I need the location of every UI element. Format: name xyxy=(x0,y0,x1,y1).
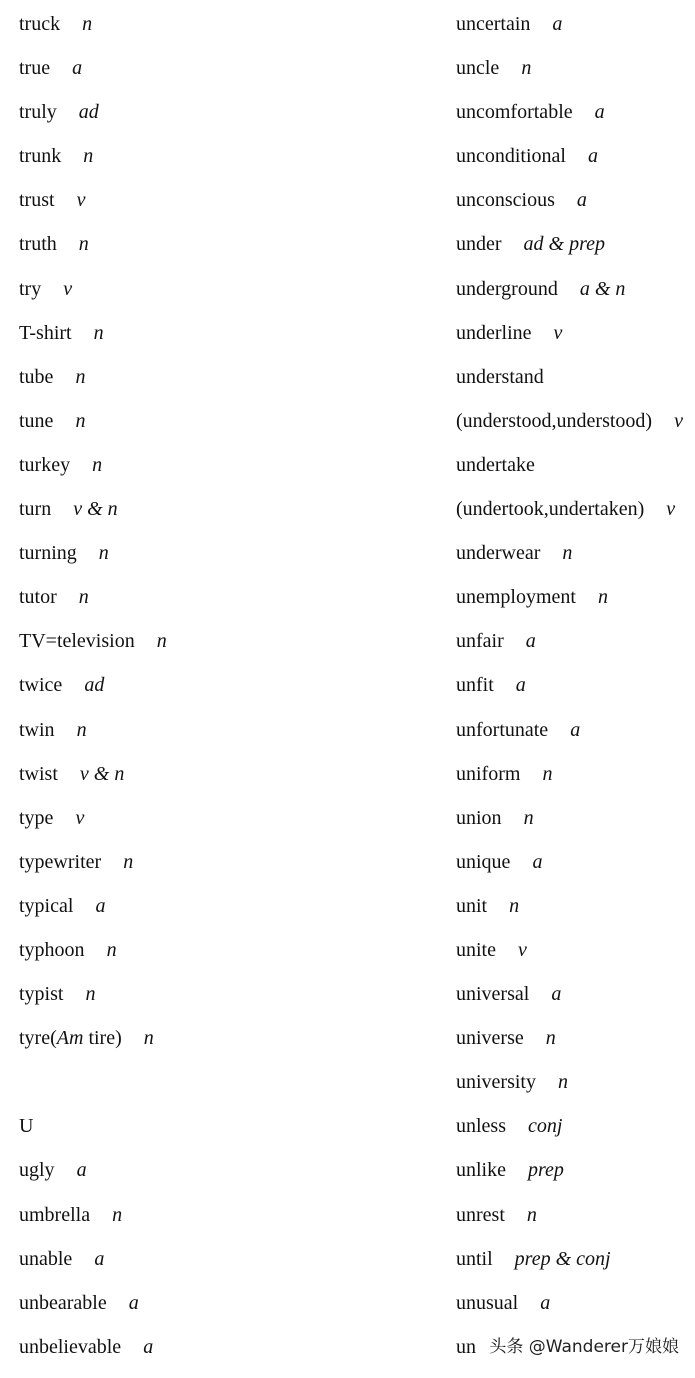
part-of-speech: v xyxy=(76,189,86,212)
part-of-speech: v xyxy=(674,409,683,432)
entry-word: under xyxy=(456,233,502,256)
part-of-speech: n xyxy=(545,1027,556,1050)
vocabulary-entry xyxy=(19,1025,419,1069)
vocabulary-entry xyxy=(456,320,695,364)
vocabulary-entry xyxy=(456,628,695,672)
part-of-speech: n xyxy=(75,365,86,388)
part-of-speech: n xyxy=(98,542,109,565)
part-of-speech: n xyxy=(156,630,167,653)
entry-word: uncle xyxy=(456,57,500,80)
vocabulary-entry xyxy=(19,320,419,364)
entry-word: undertake xyxy=(456,453,535,476)
left-word-column xyxy=(19,11,419,1378)
vocabulary-entry xyxy=(19,1113,419,1157)
part-of-speech: ad & prep xyxy=(523,233,606,256)
part-of-speech: v & n xyxy=(73,498,118,521)
part-of-speech: a xyxy=(576,189,587,212)
entry-word: unless xyxy=(456,1115,506,1138)
vocabulary-entry xyxy=(19,849,419,893)
entry-word: universal xyxy=(456,983,530,1006)
vocabulary-entry xyxy=(456,937,695,981)
entry-word: twice xyxy=(19,674,63,697)
entry-word: union xyxy=(456,806,502,829)
entry-word: unconditional xyxy=(456,145,566,168)
entry-word: unusual xyxy=(456,1291,519,1314)
entry-word: underwear xyxy=(456,542,541,565)
vocabulary-entry xyxy=(19,584,419,628)
vocabulary-entry xyxy=(19,496,419,540)
vocabulary-entry xyxy=(456,496,695,540)
part-of-speech: prep xyxy=(528,1159,564,1182)
part-of-speech: n xyxy=(597,586,608,609)
part-of-speech: a xyxy=(128,1291,139,1314)
entry-word: uniform xyxy=(456,762,521,785)
entry-word: unable xyxy=(19,1247,73,1270)
entry-word: unfair xyxy=(456,630,504,653)
entry-word: ugly xyxy=(19,1159,55,1182)
part-of-speech: a xyxy=(143,1335,154,1358)
vocabulary-entry xyxy=(19,1069,419,1113)
entry-word: unemployment xyxy=(456,586,576,609)
vocabulary-entry xyxy=(19,99,419,143)
part-of-speech: a xyxy=(532,850,543,873)
entry-word: turning xyxy=(19,542,77,565)
vocabulary-entry xyxy=(19,452,419,496)
entry-word: turkey xyxy=(19,453,71,476)
part-of-speech: v xyxy=(63,277,73,300)
vocabulary-entry xyxy=(456,11,695,55)
part-of-speech: v xyxy=(553,321,563,344)
vocabulary-entry xyxy=(19,364,419,408)
entry-word: truck xyxy=(19,13,61,35)
part-of-speech: a xyxy=(552,13,563,35)
vocabulary-entry xyxy=(456,672,695,716)
entry-word: un xyxy=(456,1335,476,1358)
entry-word: tyre(Am tire) xyxy=(19,1027,122,1050)
entry-word: (undertook,undertaken) xyxy=(456,498,645,521)
vocabulary-entry xyxy=(456,1025,695,1069)
part-of-speech: n xyxy=(93,321,104,344)
vocabulary-entry xyxy=(456,1157,695,1201)
part-of-speech: ad xyxy=(84,674,105,697)
vocabulary-entry xyxy=(19,231,419,275)
part-of-speech: n xyxy=(542,762,553,785)
vocabulary-entry xyxy=(19,11,419,55)
vocabulary-entry xyxy=(456,55,695,99)
part-of-speech: conj xyxy=(528,1115,563,1138)
vocabulary-entry xyxy=(456,364,695,408)
part-of-speech: n xyxy=(76,718,87,741)
entry-word: typhoon xyxy=(19,938,85,961)
vocabulary-entry xyxy=(456,893,695,937)
entry-word: unit xyxy=(456,894,488,917)
vocabulary-entry xyxy=(19,937,419,981)
vocabulary-entry xyxy=(456,276,695,320)
vocabulary-entry xyxy=(456,1113,695,1157)
part-of-speech: a xyxy=(72,57,83,80)
vocabulary-entry xyxy=(19,55,419,99)
entry-word: unfortunate xyxy=(456,718,549,741)
part-of-speech: a xyxy=(95,894,106,917)
vocabulary-entry xyxy=(456,1246,695,1290)
entry-word: typist xyxy=(19,983,64,1006)
entry-word: universe xyxy=(456,1027,524,1050)
entry-word: umbrella xyxy=(19,1203,91,1226)
entry-word: unrest xyxy=(456,1203,505,1226)
part-of-speech: n xyxy=(523,806,534,829)
vocabulary-entry xyxy=(19,1246,419,1290)
part-of-speech: prep & conj xyxy=(514,1247,611,1270)
vocabulary-entry xyxy=(19,805,419,849)
vocabulary-entry xyxy=(456,761,695,805)
vocabulary-entry xyxy=(456,408,695,452)
part-of-speech: a & n xyxy=(579,277,626,300)
part-of-speech: n xyxy=(123,850,134,873)
vocabulary-entry xyxy=(19,893,419,937)
entry-word: true xyxy=(19,57,51,80)
right-word-column xyxy=(456,11,695,1378)
entry-word: tube xyxy=(19,365,54,388)
part-of-speech: n xyxy=(92,453,103,476)
vocabulary-entry xyxy=(456,805,695,849)
vocabulary-entry xyxy=(456,187,695,231)
entry-word: trust xyxy=(19,189,55,212)
part-of-speech: n xyxy=(82,13,93,35)
vocabulary-entry xyxy=(19,1290,419,1334)
vocabulary-entry xyxy=(456,452,695,496)
part-of-speech: v xyxy=(518,938,527,961)
vocabulary-entry xyxy=(456,231,695,275)
entry-word: underline xyxy=(456,321,532,344)
entry-word: underground xyxy=(456,277,558,300)
part-of-speech: n xyxy=(526,1203,537,1226)
entry-word: U xyxy=(19,1115,34,1138)
vocabulary-entry xyxy=(19,143,419,187)
entry-word: (understood,understood) xyxy=(456,409,653,432)
watermark-text: 头条 @Wanderer万娘娘 xyxy=(487,1332,681,1357)
vocabulary-entry xyxy=(456,1069,695,1113)
vocabulary-entry xyxy=(456,1202,695,1246)
part-of-speech: ad xyxy=(78,101,99,124)
entry-word: unbearable xyxy=(19,1291,107,1314)
entry-word: typewriter xyxy=(19,850,102,873)
vocabulary-entry xyxy=(19,672,419,716)
vocabulary-entry xyxy=(456,1290,695,1334)
part-of-speech: v xyxy=(75,806,85,829)
entry-word: twist xyxy=(19,762,58,785)
part-of-speech: a xyxy=(525,630,536,653)
entry-word: type xyxy=(19,806,54,829)
entry-word: tutor xyxy=(19,586,57,609)
vocabulary-entry xyxy=(456,584,695,628)
entry-word: trunk xyxy=(19,145,62,168)
vocabulary-entry xyxy=(456,540,695,584)
part-of-speech: a xyxy=(587,145,598,168)
vocabulary-entry xyxy=(456,99,695,143)
part-of-speech: n xyxy=(78,586,89,609)
vocabulary-entry xyxy=(19,1202,419,1246)
entry-word: uncomfortable xyxy=(456,101,573,124)
entry-word: typical xyxy=(19,894,74,917)
entry-word: twin xyxy=(19,718,55,741)
entry-word: T-shirt xyxy=(19,321,72,344)
entry-word: unfit xyxy=(456,674,494,697)
part-of-speech: n xyxy=(509,894,520,917)
vocabulary-entry xyxy=(19,540,419,584)
part-of-speech: a xyxy=(515,674,526,697)
part-of-speech: n xyxy=(521,57,532,80)
entry-word: university xyxy=(456,1071,536,1094)
vocabulary-entry xyxy=(456,981,695,1025)
entry-word: tune xyxy=(19,409,54,432)
part-of-speech: n xyxy=(83,145,94,168)
entry-word: unlike xyxy=(456,1159,506,1182)
part-of-speech: a xyxy=(594,101,605,124)
vocabulary-entry xyxy=(19,717,419,761)
part-of-speech: n xyxy=(106,938,117,961)
entry-word: unite xyxy=(456,938,496,961)
entry-word: until xyxy=(456,1247,493,1270)
vocabulary-entry xyxy=(19,187,419,231)
part-of-speech: v & n xyxy=(79,762,125,785)
entry-word: unique xyxy=(456,850,511,873)
vocabulary-entry xyxy=(19,408,419,452)
vocabulary-entry xyxy=(456,717,695,761)
entry-word: understand xyxy=(456,365,544,388)
entry-word: unbelievable xyxy=(19,1335,122,1358)
part-of-speech: n xyxy=(558,1071,568,1094)
part-of-speech: n xyxy=(85,983,96,1006)
vocabulary-entry xyxy=(19,981,419,1025)
part-of-speech: a xyxy=(76,1159,87,1182)
part-of-speech: n xyxy=(78,233,89,256)
entry-word: TV=television xyxy=(19,630,135,653)
vocabulary-entry xyxy=(19,761,419,805)
vocabulary-entry xyxy=(19,1334,419,1378)
part-of-speech: v xyxy=(666,498,676,521)
entry-word: uncertain xyxy=(456,13,531,35)
vocabulary-entry xyxy=(456,143,695,187)
part-of-speech: n xyxy=(562,542,573,565)
entry-word: turn xyxy=(19,498,52,521)
vocabulary-entry xyxy=(456,849,695,893)
entry-word: truth xyxy=(19,233,57,256)
vocabulary-entry xyxy=(19,1157,419,1201)
entry-word: truly xyxy=(19,101,57,124)
part-of-speech: n xyxy=(75,409,86,432)
part-of-speech: a xyxy=(551,983,562,1006)
vocabulary-entry xyxy=(19,628,419,672)
entry-word: try xyxy=(19,277,42,300)
part-of-speech: a xyxy=(540,1291,551,1314)
entry-word: unconscious xyxy=(456,189,555,212)
part-of-speech: a xyxy=(570,718,581,741)
part-of-speech: n xyxy=(112,1203,123,1226)
vocabulary-entry xyxy=(19,276,419,320)
part-of-speech: a xyxy=(94,1247,105,1270)
part-of-speech: n xyxy=(143,1027,154,1050)
